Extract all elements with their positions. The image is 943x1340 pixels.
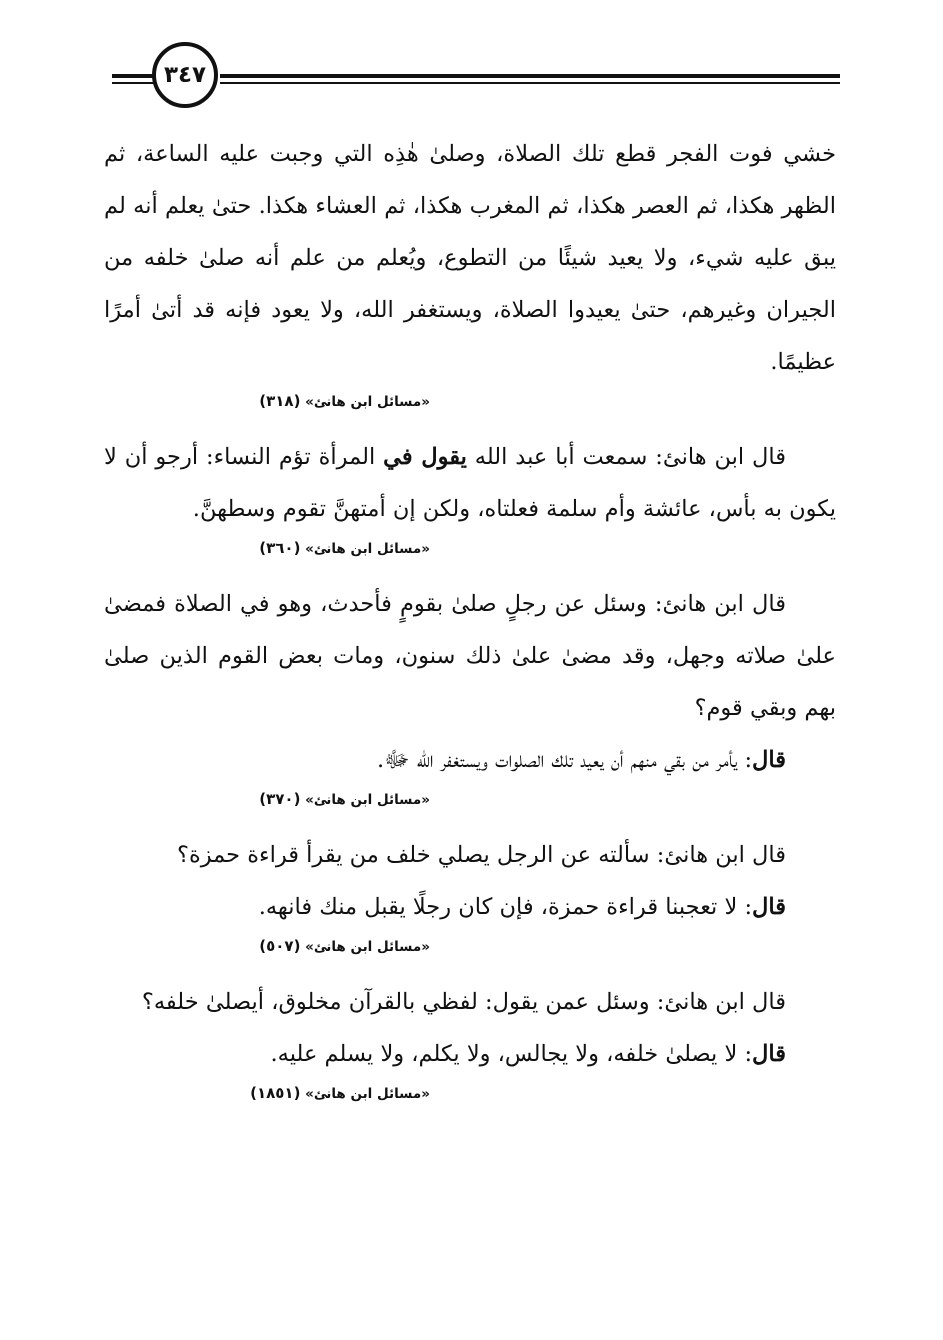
header-rule [220,74,840,78]
text-block [104,976,836,1105]
source-title: «مسائل ابن هانئ» [305,939,430,955]
answer-line [104,881,836,933]
source-citation [104,537,836,560]
paragraph: قال ابن هانئ: سألته عن الرجل يصلي خلف من يقرأ قراءة حمزة؟ [177,842,786,868]
paragraph [104,431,836,535]
answer-line [104,1028,836,1080]
page-number-badge [152,42,218,108]
paragraph: قال ابن هانئ: وسئل عمن يقول: لفظي بالقرآن مخلوق، أيصلىٰ خلفه؟ [141,989,786,1015]
source-citation [104,935,836,958]
source-number: (٣٧٠) [259,790,301,808]
paragraph-rest: المرأة تؤم النساء: أرجو أن لا يكون به بأس، عائشة وأم سلمة فعلتاه، ولكن إن أمتهنَّ تقوم وسطهنَّ. [104,444,836,522]
answer-label: قال [752,894,786,920]
page-body [104,128,836,1123]
text-block [104,128,836,413]
answer-label: قال [752,747,786,773]
source-title: «مسائل ابن هانئ» [305,394,430,410]
answer-text: : لا تعجبنا قراءة حمزة، فإن كان رجلًا يقبل منك فانهه. [258,894,753,920]
answer-text: : لا يصلىٰ خلفه، ولا يجالس، ولا يكلم، ولا يسلم عليه. [270,1041,753,1067]
source-title: «مسائل ابن هانئ» [305,792,430,808]
header-rule [112,82,154,84]
header-rule [112,74,154,78]
header-rule [220,82,840,84]
source-number: (٣١٨) [259,392,301,410]
paragraph-lead: قال ابن هانئ: سمعت أبا عبد الله [466,444,786,470]
source-title: «مسائل ابن هانئ» [305,1086,430,1102]
page-header [112,42,840,112]
text-block [104,829,836,958]
source-title: «مسائل ابن هانئ» [305,541,430,557]
bold-phrase: يقول في [383,444,467,470]
answer-line [104,734,836,786]
text-block [104,431,836,560]
page-number: ٣٤٧ [163,62,207,88]
source-number: (١٨٥١) [250,1084,301,1102]
answer-text: : يأمر من بقي منهم أن يعيد تلك الصلوات ويستغفر الله ﷻ. [377,747,753,773]
text-block [104,578,836,811]
source-number: (٥٠٧) [259,937,301,955]
paragraph: قال ابن هانئ: وسئل عن رجلٍ صلىٰ بقومٍ فأحدث، وهو في الصلاة فمضىٰ علىٰ صلاته وجهل، وقد مضىٰ علىٰ ذلك سنون، ومات بعض القوم الذين صلىٰ بهم وبقي قوم؟ [104,591,836,721]
source-citation [104,390,836,413]
source-citation [104,788,836,811]
source-number: (٣٦٠) [259,539,301,557]
answer-label: قال [752,1041,786,1067]
source-citation [104,1082,836,1105]
paragraph: خشي فوت الفجر قطع تلك الصلاة، وصلىٰ هٰذِه التي وجبت عليه الساعة، ثم الظهر هكذا، ثم العصر هكذا، ثم المغرب هكذا، ثم العشاء هكذا. حتىٰ يعلم أنه لم يبق عليه شيء، ولا يعيد شيئًا من التطوع، ويُعلم من علم أنه صلىٰ خلفه من الجيران وغيرهم، حتىٰ يعيدوا الصلاة، ويستغفر الله، ولا يعود فإنه قد أتىٰ أمرًا عظيمًا. [104,141,836,375]
